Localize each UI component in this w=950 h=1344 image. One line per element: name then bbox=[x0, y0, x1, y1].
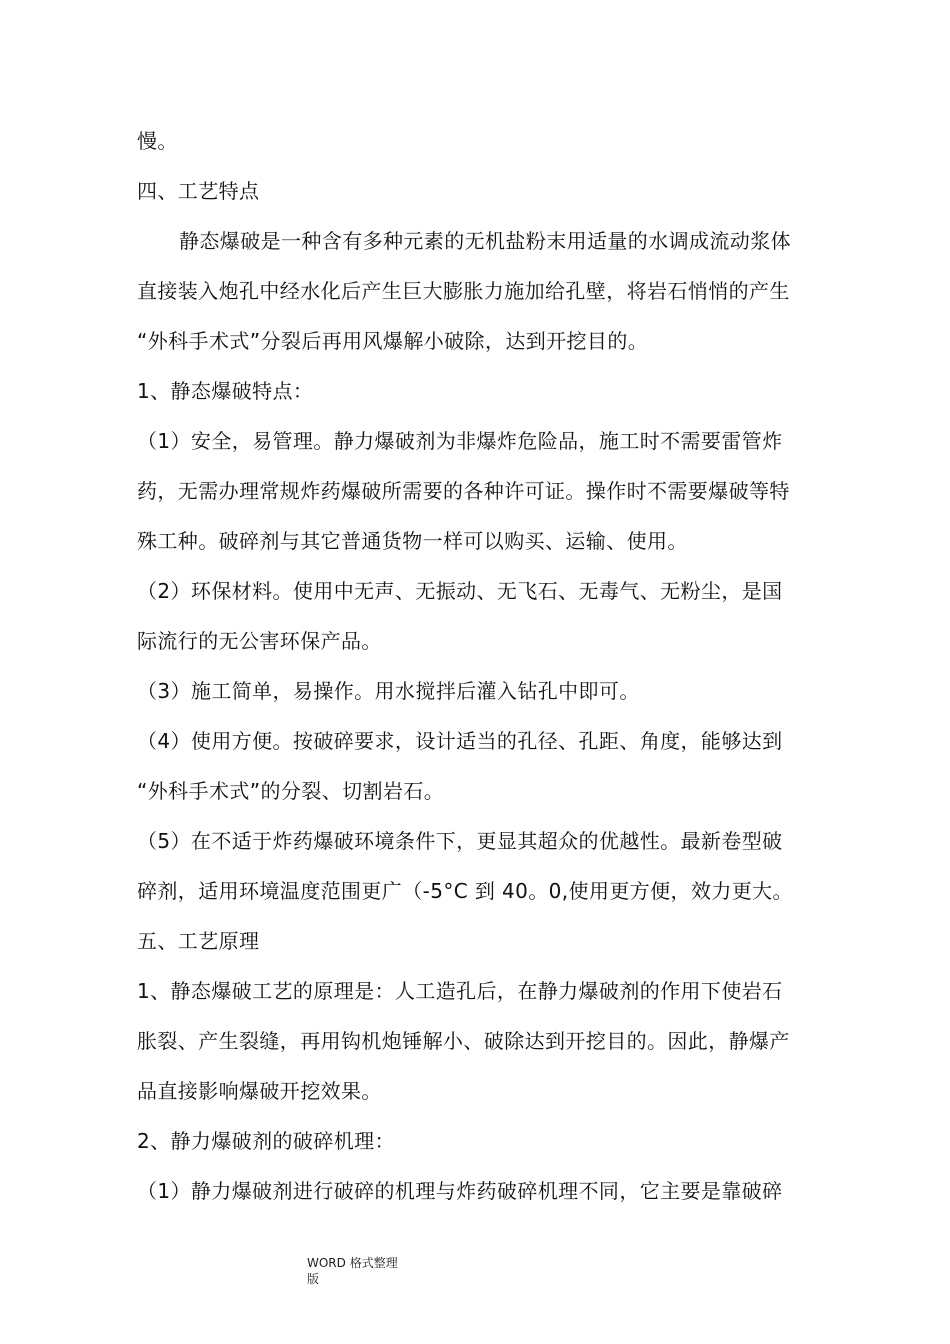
paragraph-line: 静态爆破是一种含有多种元素的无机盐粉末用适量的水调成流动浆体 bbox=[179, 229, 791, 253]
list-item-line: “外科手术式”的分裂、切割岩石。 bbox=[137, 779, 445, 803]
subheading: 2、静力爆破剂的破碎机理： bbox=[137, 1129, 395, 1153]
list-item-line: （2）环保材料。使用中无声、无振动、无飞石、无毒气、无粉尘，是国 bbox=[137, 579, 783, 603]
list-item-line: 碎剂，适用环境温度范围更广（-5°C 到 40。0,使用更方便，效力更大。 bbox=[137, 879, 793, 903]
list-item-line: 药，无需办理常规炸药爆破所需要的各种许可证。操作时不需要爆破等特 bbox=[137, 479, 790, 503]
document-body bbox=[137, 116, 827, 1216]
list-item-line: （5）在不适于炸药爆破环境条件下，更显其超众的优越性。最新卷型破 bbox=[137, 829, 783, 853]
list-item-line: （4）使用方便。按破碎要求，设计适当的孔径、孔距、角度，能够达到 bbox=[137, 729, 783, 753]
paragraph-line: “外科手术式”分裂后再用风爆解小破除，达到开挖目的。 bbox=[137, 329, 649, 353]
footer-line: WORD 格式整理 bbox=[307, 1256, 398, 1270]
list-item-line: （1）静力爆破剂进行破碎的机理与炸药破碎机理不同，它主要是靠破碎 bbox=[137, 1179, 783, 1203]
page-footer bbox=[307, 1255, 417, 1287]
paragraph-line: 品直接影响爆破开挖效果。 bbox=[137, 1079, 382, 1103]
list-item-line: 际流行的无公害环保产品。 bbox=[137, 629, 382, 653]
section-heading: 五、工艺原理 bbox=[137, 929, 260, 953]
text-line: 慢。 bbox=[137, 129, 178, 153]
subheading: 1、静态爆破特点： bbox=[137, 379, 314, 403]
footer-line: 版 bbox=[307, 1272, 320, 1286]
list-item-line: 殊工种。破碎剂与其它普通货物一样可以购买、运输、使用。 bbox=[137, 529, 688, 553]
list-item-line: （3）施工简单，易操作。用水搅拌后灌入钻孔中即可。 bbox=[137, 679, 640, 703]
paragraph-line: 直接装入炮孔中经水化后产生巨大膨胀力施加给孔壁，将岩石悄悄的产生 bbox=[137, 279, 790, 303]
section-heading: 四、工艺特点 bbox=[137, 179, 260, 203]
list-item-line: （1）安全，易管理。静力爆破剂为非爆炸危险品，施工时不需要雷管炸 bbox=[137, 429, 783, 453]
paragraph-line: 胀裂、产生裂缝，再用钩机炮锤解小、破除达到开挖目的。因此，静爆产 bbox=[137, 1029, 790, 1053]
paragraph-line: 1、静态爆破工艺的原理是：人工造孔后，在静力爆破剂的作用下使岩石 bbox=[137, 979, 783, 1003]
